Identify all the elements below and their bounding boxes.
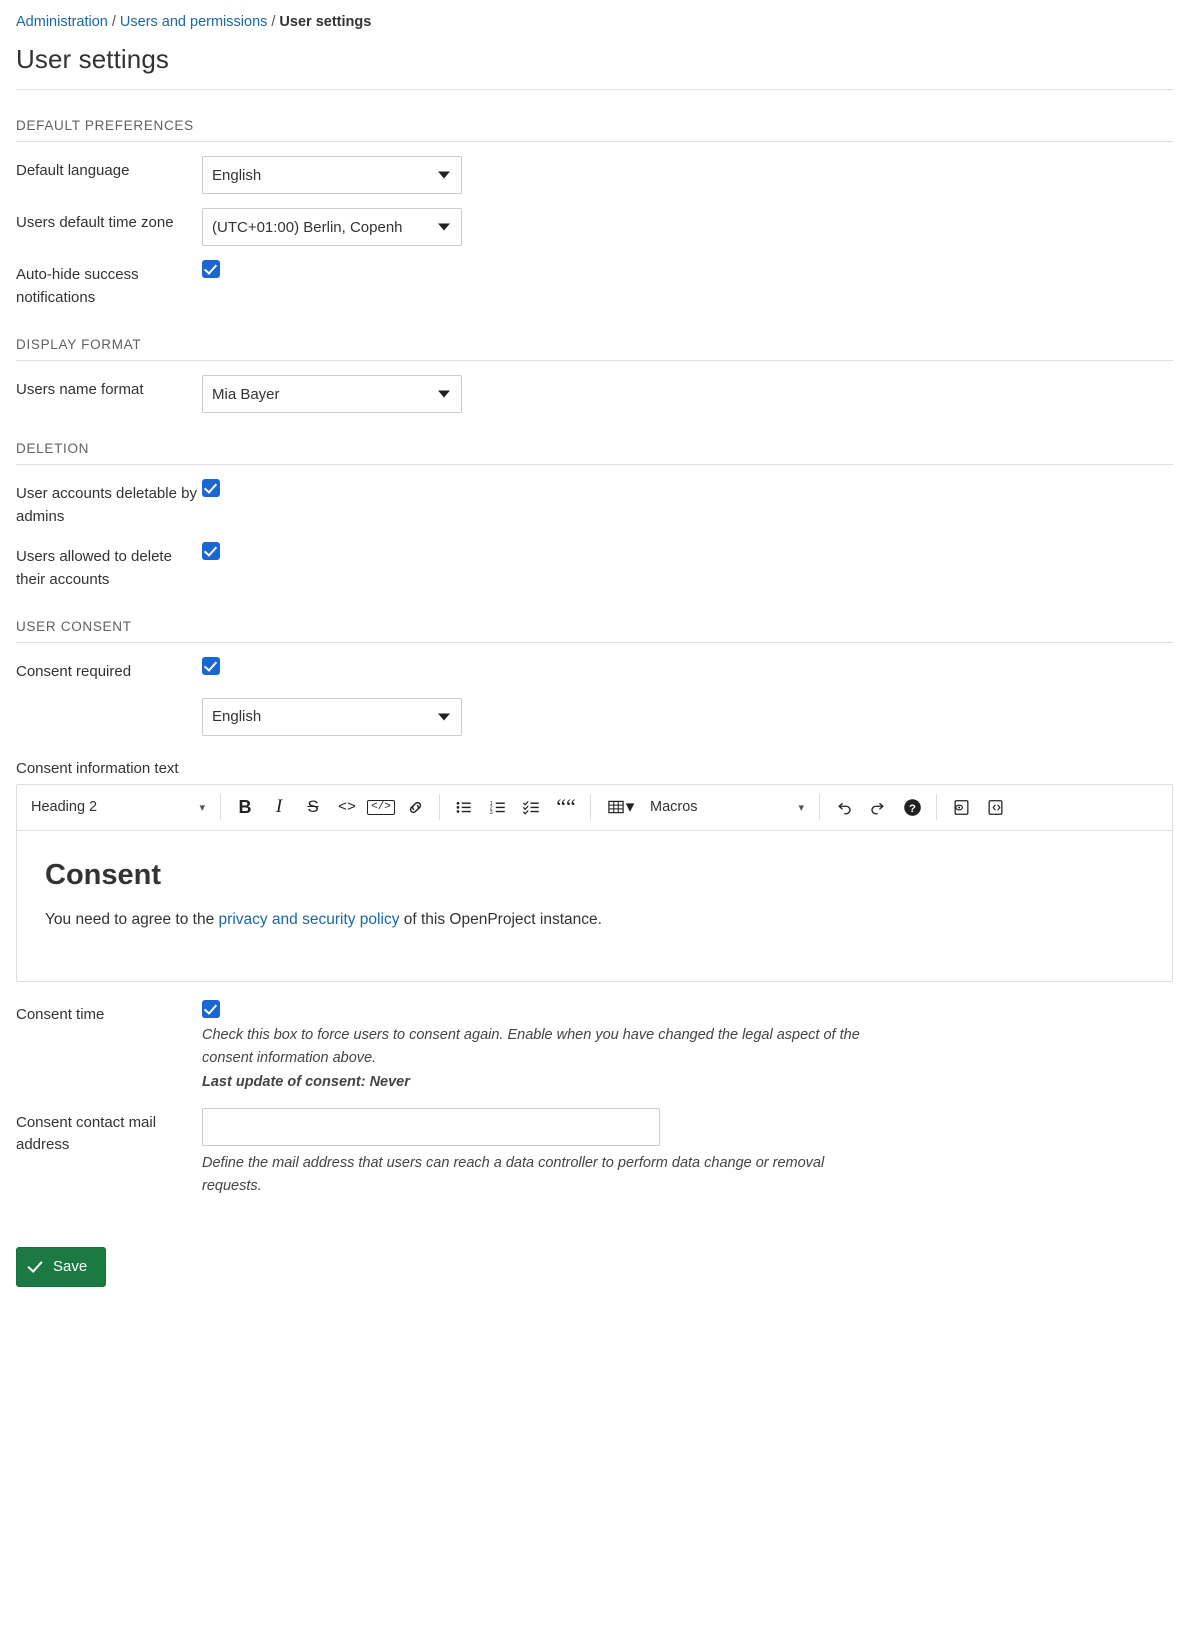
hint-consent-time-text: Check this box to force users to consent again. Enable when you have changed the legal aspect of the consent information above.	[202, 1026, 860, 1067]
row-auto-hide-notifications	[16, 260, 1173, 309]
macros-label: Macros	[650, 799, 698, 815]
breadcrumb-separator-1: /	[111, 14, 116, 30]
label-consent-language-empty	[16, 698, 202, 702]
row-consent-time	[16, 1000, 1173, 1094]
section-user-consent-body	[16, 657, 1173, 1199]
section-display-format-body	[16, 375, 1173, 413]
view-mode-group	[944, 791, 1012, 823]
task-list-icon	[522, 798, 542, 816]
code-block-icon: </>	[367, 800, 395, 815]
bulleted-list-button[interactable]	[447, 791, 481, 823]
row-consent-required	[16, 657, 1173, 684]
svg-text:?: ?	[908, 802, 916, 815]
consent-editor-content[interactable]	[17, 831, 1172, 981]
field-users-name-format	[202, 375, 1173, 413]
svg-text:2: 2	[489, 805, 493, 812]
select-default-language[interactable]	[202, 156, 462, 194]
breadcrumb-link-users-and-permissions[interactable]: Users and permissions	[119, 14, 268, 30]
row-users-allowed-self-delete	[16, 542, 1173, 591]
link-button[interactable]	[398, 791, 432, 823]
insert-table-button[interactable]	[598, 791, 642, 823]
bulleted-list-icon	[454, 798, 474, 816]
field-default-time-zone	[202, 208, 1173, 246]
field-auto-hide-notifications	[202, 260, 1173, 278]
numbered-list-button[interactable]	[481, 791, 515, 823]
privacy-policy-link[interactable]: privacy and security policy	[218, 910, 400, 928]
blockquote-button[interactable]	[549, 791, 583, 823]
blockquote-icon: ““	[556, 794, 576, 819]
section-default-preferences-body	[16, 156, 1173, 309]
row-default-time-zone	[16, 208, 1173, 246]
list-group	[447, 791, 583, 823]
checkbox-accounts-deletable-by-admins[interactable]	[202, 479, 220, 497]
code-block-button[interactable]	[364, 791, 398, 823]
svg-text:3: 3	[489, 809, 493, 816]
row-consent-contact-mail	[16, 1108, 1173, 1199]
label-consent-information-text: Consent information text	[16, 759, 179, 777]
svg-text:1: 1	[489, 800, 493, 807]
toolbar-divider	[590, 794, 591, 820]
task-list-button[interactable]	[515, 791, 549, 823]
chevron-down-icon: ▾	[199, 801, 205, 814]
field-consent-contact-mail	[202, 1108, 1173, 1199]
text-format-group	[228, 791, 432, 823]
markdown-source-button[interactable]	[978, 791, 1012, 823]
italic-icon: I	[275, 796, 283, 817]
label-users-name-format: Users name format	[16, 381, 144, 398]
numbered-list-icon	[488, 798, 508, 816]
select-users-name-format[interactable]	[202, 375, 462, 413]
strikethrough-icon: S	[307, 797, 319, 816]
title-divider	[16, 89, 1173, 90]
checkbox-users-allowed-self-delete[interactable]	[202, 542, 220, 560]
last-update-of-consent: Last update of consent: Never	[202, 1073, 410, 1090]
label-consent-contact-mail: Consent contact mail address	[16, 1113, 157, 1154]
breadcrumb-separator-2: /	[271, 14, 276, 30]
consent-content-heading: Consent	[45, 858, 161, 891]
hint-consent-contact-mail: Define the mail address that users can reach a data controller to perform data change or removal requests.	[202, 1154, 825, 1195]
preview-icon	[951, 798, 972, 817]
bold-button[interactable]	[228, 791, 262, 823]
hint-consent-time	[202, 1024, 882, 1094]
select-default-time-zone[interactable]	[202, 208, 462, 246]
section-deletion-heading: DELETION	[16, 441, 1173, 465]
checkbox-consent-required[interactable]	[202, 657, 220, 675]
table-icon	[606, 798, 626, 816]
save-button[interactable]	[16, 1247, 106, 1287]
label-default-time-zone: Users default time zone	[16, 214, 174, 231]
select-wrap-time-zone	[202, 208, 462, 246]
row-default-language	[16, 156, 1173, 194]
toolbar-divider	[936, 794, 937, 820]
consent-contact-mail-input[interactable]	[202, 1108, 660, 1146]
select-wrap-name-format	[202, 375, 462, 413]
label-consent-required: Consent required	[16, 663, 132, 680]
preview-button[interactable]	[944, 791, 978, 823]
breadcrumb-link-administration[interactable]: Administration	[16, 14, 108, 30]
field-accounts-deletable-by-admins	[202, 479, 1173, 497]
help-icon	[902, 797, 923, 818]
save-button-label: Save	[53, 1258, 88, 1276]
chevron-down-icon: ▾	[798, 801, 804, 814]
select-wrap-consent-language	[202, 698, 462, 736]
checkbox-auto-hide-notifications[interactable]	[202, 260, 220, 278]
toolbar-divider	[439, 794, 440, 820]
section-display-format-heading: DISPLAY FORMAT	[16, 337, 1173, 361]
field-consent-language	[202, 698, 1173, 736]
consent-text-before-link: You need to agree to the	[45, 910, 219, 928]
check-icon	[27, 1258, 42, 1274]
editor-toolbar	[17, 785, 1172, 831]
label-auto-hide-notifications: Auto-hide success notifications	[16, 266, 139, 306]
macros-dropdown[interactable]	[642, 791, 812, 823]
italic-button[interactable]	[262, 791, 296, 823]
inline-code-icon: <>	[337, 798, 356, 816]
bold-icon: B	[238, 796, 252, 817]
undo-icon	[834, 798, 854, 816]
label-accounts-deletable-by-admins: User accounts deletable by admins	[16, 485, 197, 525]
field-consent-required	[202, 657, 1173, 675]
label-consent-time: Consent time	[16, 1005, 105, 1023]
consent-rich-text-editor	[16, 784, 1173, 982]
history-group	[827, 791, 929, 823]
field-default-language	[202, 156, 1173, 194]
link-icon	[406, 798, 425, 817]
row-accounts-deletable-by-admins	[16, 479, 1173, 528]
chevron-down-icon: ▾	[625, 797, 635, 816]
checkbox-consent-time[interactable]	[202, 1000, 220, 1018]
undo-button[interactable]	[827, 791, 861, 823]
page-title: User settings	[16, 44, 170, 74]
section-default-preferences-heading: DEFAULT PREFERENCES	[16, 118, 1173, 142]
breadcrumb	[16, 14, 1173, 30]
consent-text-after-link: of this OpenProject instance.	[399, 910, 602, 928]
section-user-consent-heading: USER CONSENT	[16, 619, 1173, 643]
toolbar-divider	[220, 794, 221, 820]
markdown-source-icon	[985, 798, 1006, 817]
paragraph-style-label: Heading 2	[31, 799, 98, 815]
label-users-allowed-self-delete: Users allowed to delete their accounts	[16, 548, 172, 588]
select-wrap-default-language	[202, 156, 462, 194]
redo-button[interactable]	[861, 791, 895, 823]
select-consent-language[interactable]	[202, 698, 462, 736]
row-consent-language	[16, 698, 1173, 736]
strikethrough-button[interactable]	[296, 791, 330, 823]
field-consent-time	[202, 1000, 1173, 1094]
paragraph-style-dropdown[interactable]	[23, 791, 213, 823]
field-users-allowed-self-delete	[202, 542, 1173, 560]
help-button[interactable]	[895, 791, 929, 823]
section-deletion-body	[16, 479, 1173, 591]
label-default-language: Default language	[16, 162, 130, 179]
row-users-name-format	[16, 375, 1173, 413]
breadcrumb-current: User settings	[279, 14, 372, 30]
redo-icon	[868, 798, 888, 816]
inline-code-button[interactable]	[330, 791, 364, 823]
toolbar-divider	[819, 794, 820, 820]
consent-content-paragraph	[45, 908, 1144, 931]
